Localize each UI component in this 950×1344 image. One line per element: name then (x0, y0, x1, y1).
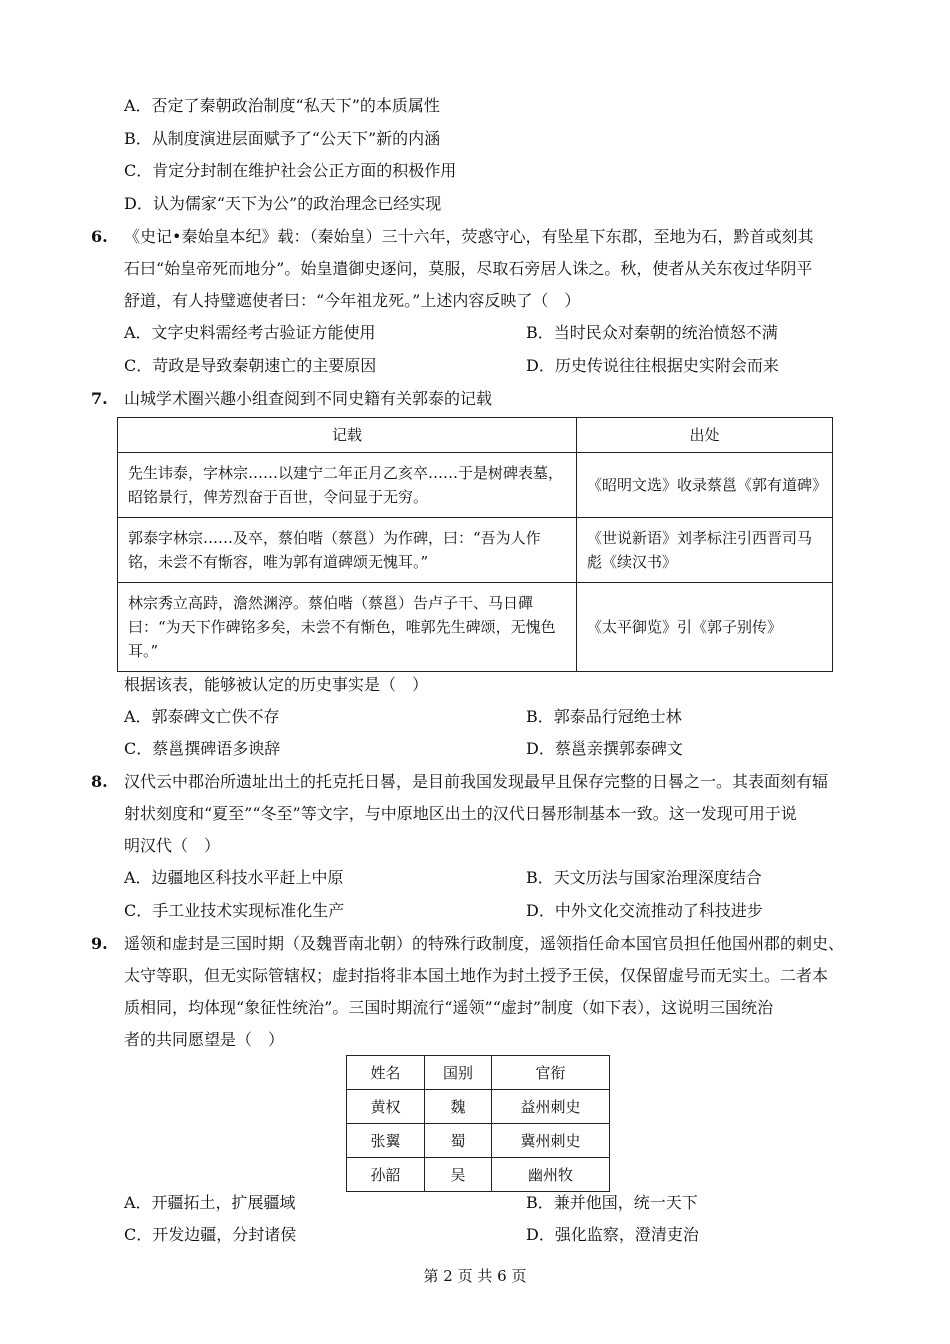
q5-option-b: B．从制度演进层面赋予了“公天下”新的内涵 (124, 129, 441, 148)
q9-option-d: D．强化监察，澄清吏治 (526, 1225, 699, 1244)
state-cell: 魏 (425, 1090, 492, 1124)
source-cell: 《世说新语》刘孝标注引西晋司马彪《续汉书》 (577, 518, 833, 583)
q6-number: 6. (91, 227, 108, 246)
q7-number: 7. (91, 389, 108, 408)
name-cell: 张翼 (347, 1124, 425, 1158)
table-header-name: 姓名 (347, 1056, 425, 1090)
state-cell: 吴 (425, 1158, 492, 1192)
q9-office-table (346, 1055, 610, 1192)
record-cell: 郭泰字林宗……及卒，蔡伯喈（蔡邕）为作碑，曰：“吾为人作铭，未尝不有惭容，唯为郭有道碑颂无愧耳。” (118, 518, 577, 583)
q5-option-d: D．认为儒家“天下为公”的政治理念已经实现 (124, 194, 442, 213)
q9-option-c: C．开发边疆，分封诸侯 (124, 1225, 297, 1244)
q9-option-b: B．兼并他国，统一天下 (526, 1193, 698, 1212)
q7-option-a: A．郭泰碑文亡佚不存 (124, 707, 280, 726)
q5-option-a: A．否定了秦朝政治制度“私天下”的本质属性 (124, 96, 440, 115)
q9-option-a: A．开疆拓土，扩展疆域 (124, 1193, 296, 1212)
table-row (118, 518, 833, 583)
title-cell: 冀州刺史 (492, 1124, 610, 1158)
record-cell: 先生讳泰，字林宗……以建宁二年正月乙亥卒……于是树碑表墓，昭铭景行，俾芳烈奋于百世，令问显于无穷。 (118, 453, 577, 518)
q6-option-d: D．历史传说往往根据史实附会而来 (526, 356, 779, 375)
q7-option-b: B．郭泰品行冠绝士林 (526, 707, 682, 726)
page-footer: 第 2 页 共 6 页 (423, 1267, 527, 1285)
table-row (347, 1158, 610, 1192)
table-header-row (347, 1056, 610, 1090)
q8-option-d: D．中外文化交流推动了科技进步 (526, 901, 763, 920)
title-cell: 幽州牧 (492, 1158, 610, 1192)
q6-stem-line-3: 舒道，有人持璧遮使者曰：“今年祖龙死。”上述内容反映了（ ） (124, 291, 581, 310)
table-header-title: 官衔 (492, 1056, 610, 1090)
name-cell: 孙韶 (347, 1158, 425, 1192)
q7-record-table (117, 417, 833, 672)
table-header-state: 国别 (425, 1056, 492, 1090)
q9-stem-line-3: 质相同，均体现“象征性统治”。三国时期流行“遥领”“虚封”制度（如下表），这说明三国统治 (124, 998, 774, 1017)
title-cell: 益州刺史 (492, 1090, 610, 1124)
q9-stem-line-1: 遥领和虚封是三国时期（及魏晋南北朝）的特殊行政制度，遥领指任命本国官员担任他国州郡的刺史、 (124, 934, 845, 953)
table-header-record: 记载 (118, 418, 577, 453)
q8-option-c: C．手工业技术实现标准化生产 (124, 901, 345, 920)
source-cell: 《昭明文选》收录蔡邕《郭有道碑》 (577, 453, 833, 518)
q8-stem-line-3: 明汉代（ ） (124, 836, 221, 855)
table-header-row (118, 418, 833, 453)
q7-question: 根据该表，能够被认定的历史事实是（ ） (124, 675, 429, 694)
q8-stem-line-1: 汉代云中郡治所遗址出土的托克托日晷，是目前我国发现最早且保存完整的日晷之一。其表面刻有辐 (124, 772, 829, 791)
q6-stem-line-2: 石曰“始皇帝死而地分”。始皇遣御史逐问，莫服，尽取石旁居人诛之。秋，使者从关东夜过华阴平 (124, 259, 813, 278)
q5-option-c: C．肯定分封制在维护社会公正方面的积极作用 (124, 161, 457, 180)
q8-option-a: A．边疆地区科技水平赶上中原 (124, 868, 344, 887)
q9-stem-line-2: 太守等职，但无实际管辖权；虚封指将非本国土地作为封土授予王侯，仅保留虚号而无实土。二者本 (124, 966, 829, 985)
q8-option-b: B．天文历法与国家治理深度结合 (526, 868, 762, 887)
record-cell: 林宗秀立高跱，澹然渊渟。蔡伯喈（蔡邕）告卢子干、马日磾曰：“为天下作碑铭多矣，未尝不有惭色，唯郭先生碑颂，无愧色耳。” (118, 583, 577, 672)
q9-stem-line-4: 者的共同愿望是（ ） (124, 1030, 285, 1049)
q6-option-a: A．文字史料需经考古验证方能使用 (124, 323, 376, 342)
source-cell: 《太平御览》引《郭子别传》 (577, 583, 833, 672)
q7-option-c: C．蔡邕撰碑语多谀辞 (124, 739, 281, 758)
q7-option-d: D．蔡邕亲撰郭泰碑文 (526, 739, 683, 758)
name-cell: 黄权 (347, 1090, 425, 1124)
q6-stem-line-1: 《史记•秦始皇本纪》载：（秦始皇）三十六年，荧惑守心，有坠星下东郡，至地为石，黔首或刻其 (124, 227, 814, 246)
q8-stem-line-2: 射状刻度和“夏至”“冬至”等文字，与中原地区出土的汉代日晷形制基本一致。这一发现可用于说 (124, 804, 797, 823)
table-header-source: 出处 (577, 418, 833, 453)
table-row (347, 1090, 610, 1124)
table-row (347, 1124, 610, 1158)
q6-option-b: B．当时民众对秦朝的统治愤怒不满 (526, 323, 778, 342)
q6-option-c: C．苛政是导致秦朝速亡的主要原因 (124, 356, 377, 375)
q9-number: 9. (91, 934, 108, 953)
table-row (118, 453, 833, 518)
table-row (118, 583, 833, 672)
state-cell: 蜀 (425, 1124, 492, 1158)
q7-stem: 山城学术圈兴趣小组查阅到不同史籍有关郭泰的记载 (124, 389, 493, 408)
q8-number: 8. (91, 772, 108, 791)
